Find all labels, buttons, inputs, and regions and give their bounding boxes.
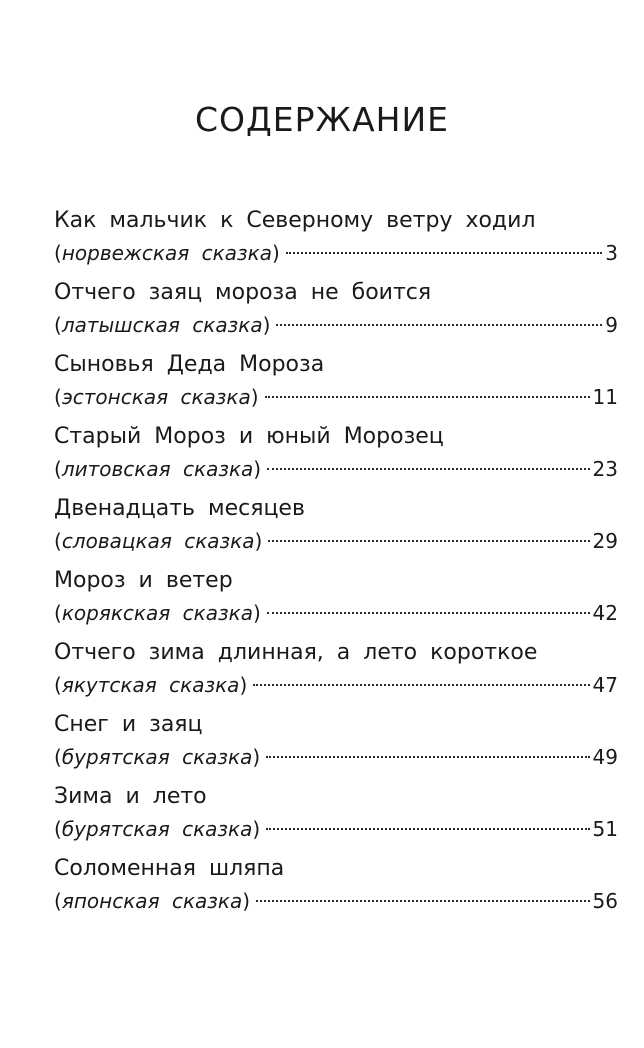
toc-entry-subtitle: (бурятская сказка) — [54, 817, 261, 841]
dot-leader — [266, 828, 589, 830]
toc-entry-page-number: 3 — [605, 241, 618, 265]
toc-entry-title: Снег и заяц — [54, 712, 203, 737]
toc-entry-title: Зима и лето — [54, 784, 207, 809]
toc-entry-subtitle: (эстонская сказка) — [54, 385, 259, 409]
toc-entry-page-number: 51 — [592, 817, 618, 841]
toc-entry — [54, 348, 618, 420]
toc-entry-title: Как мальчик к Северному ветру ходил — [54, 208, 536, 233]
dot-leader — [267, 468, 589, 470]
toc-entry — [54, 492, 618, 564]
toc-entry-line — [54, 598, 618, 628]
toc-entry-subtitle-text: бурятская сказка — [61, 745, 253, 769]
toc-entry — [54, 420, 618, 492]
toc-entry-page-number: 42 — [592, 601, 618, 625]
toc-entry-page-number: 49 — [592, 745, 618, 769]
toc-entry-subtitle-text: латышская сказка — [61, 313, 263, 337]
toc-entry-subtitle: (норвежская сказка) — [54, 241, 280, 265]
toc-entry-title: Сыновья Деда Мороза — [54, 352, 325, 377]
toc-entry-line — [54, 382, 618, 412]
toc-entry — [54, 564, 618, 636]
toc-entry-subtitle: (латышская сказка) — [54, 313, 271, 337]
toc-entry-subtitle-text: литовская сказка — [61, 457, 254, 481]
toc-entry-line — [54, 310, 618, 340]
dot-leader — [253, 684, 589, 686]
toc-entry-line — [54, 742, 618, 772]
dot-leader — [266, 756, 589, 758]
toc-entry-line — [54, 886, 618, 916]
toc-entry-page-number: 11 — [592, 385, 618, 409]
toc-entry-subtitle-text: якутская сказка — [61, 673, 240, 697]
toc-entry-line — [54, 238, 618, 268]
toc-entry-subtitle: (бурятская сказка) — [54, 745, 261, 769]
dot-leader — [267, 612, 590, 614]
toc-entry-line — [54, 814, 618, 844]
toc-entry-subtitle: (японская сказка) — [54, 889, 251, 913]
toc-entry-subtitle-text: корякская сказка — [61, 601, 253, 625]
toc-entry-title: Отчего заяц мороза не боится — [54, 280, 432, 305]
toc-entry-subtitle: (литовская сказка) — [54, 457, 262, 481]
toc-entry-line — [54, 526, 618, 556]
dot-leader — [286, 252, 603, 254]
toc-entry-subtitle: (корякская сказка) — [54, 601, 261, 625]
toc-entry — [54, 852, 618, 924]
toc-entry-title: Мороз и ветер — [54, 568, 233, 593]
toc-entry — [54, 780, 618, 852]
toc-entry-subtitle-text: бурятская сказка — [61, 817, 253, 841]
toc-entry-subtitle: (словацкая сказка) — [54, 529, 263, 553]
toc-entry-subtitle-text: словацкая сказка — [61, 529, 255, 553]
toc-entry-page-number: 47 — [592, 673, 618, 697]
toc-entry-title: Соломенная шляпа — [54, 856, 285, 881]
toc-entry-subtitle-text: норвежская сказка — [61, 241, 272, 265]
toc-entry-title: Отчего зима длинная, а лето короткое — [54, 640, 538, 665]
dot-leader — [276, 324, 602, 326]
dot-leader — [268, 540, 589, 542]
toc-entry-title: Старый Мороз и юный Морозец — [54, 424, 444, 449]
toc-entry-page-number: 9 — [605, 313, 618, 337]
dot-leader — [256, 900, 589, 902]
toc-entry — [54, 276, 618, 348]
toc-entry-line — [54, 670, 618, 700]
toc-entry-subtitle-text: японская сказка — [61, 889, 243, 913]
toc-entry-line — [54, 454, 618, 484]
toc-entry-subtitle: (якутская сказка) — [54, 673, 248, 697]
toc-entry-page-number: 23 — [592, 457, 618, 481]
dot-leader — [265, 396, 590, 398]
toc-entry-page-number: 29 — [592, 529, 618, 553]
table-of-contents — [54, 204, 618, 924]
toc-entry-title: Двенадцать месяцев — [54, 496, 305, 521]
toc-entry — [54, 636, 618, 708]
toc-entry-subtitle-text: эстонская сказка — [61, 385, 251, 409]
toc-entry — [54, 708, 618, 780]
toc-entry — [54, 204, 618, 276]
page-title: СОДЕРЖАНИЕ — [194, 100, 450, 139]
toc-entry-page-number: 56 — [592, 889, 618, 913]
